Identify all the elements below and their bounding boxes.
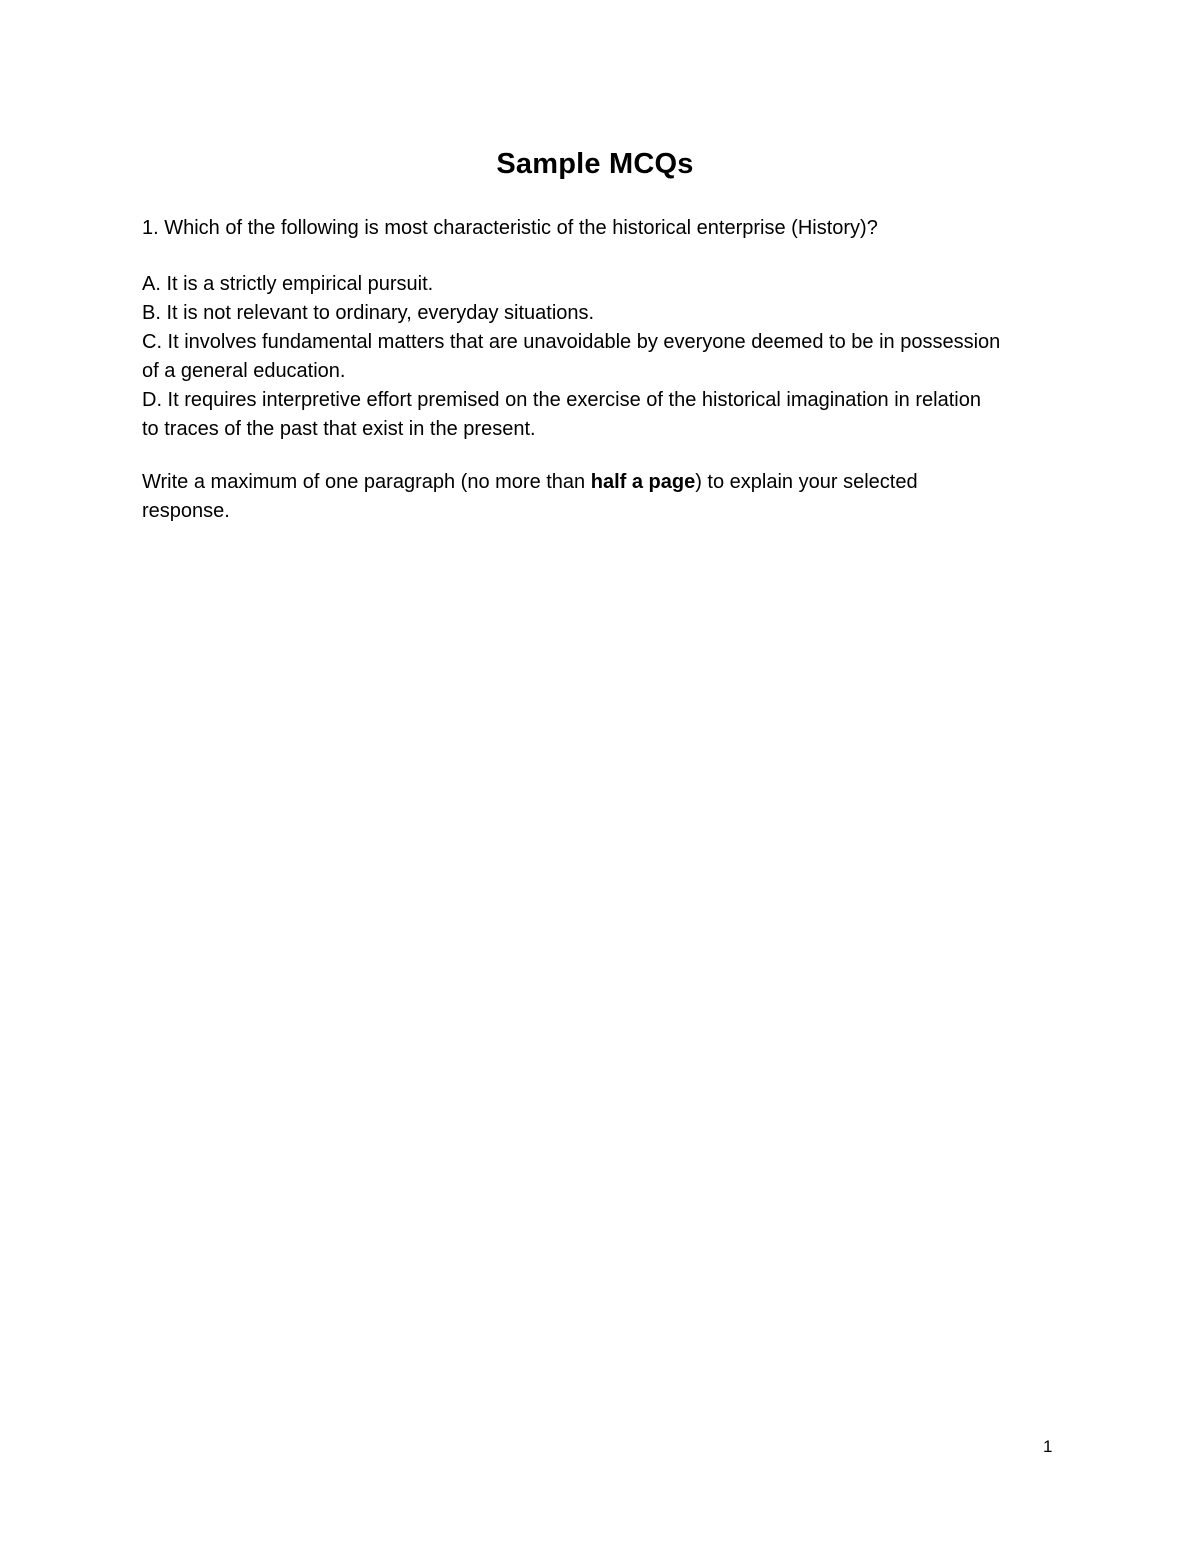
question-text: 1. Which of the following is most characteristic of the historical enterprise (History)? — [142, 217, 878, 239]
option-b: B. It is not relevant to ordinary, everyday situations. — [142, 302, 595, 324]
page-number: 1 — [1043, 1437, 1053, 1456]
option-a: A. It is a strictly empirical pursuit. — [142, 273, 434, 295]
answer-options — [142, 270, 1002, 444]
page-title: Sample MCQs — [496, 148, 694, 180]
instruction-emphasis: half a page — [590, 471, 696, 493]
instruction-text-start: Write a maximum of one paragraph (no more than — [142, 471, 591, 493]
option-c: C. It involves fundamental matters that are unavoidable by everyone deemed to be in possession of a general education. — [142, 331, 1001, 382]
option-d: D. It requires interpretive effort premised on the exercise of the historical imagination in relation to traces of the past that exist in the present. — [142, 389, 981, 440]
instruction-text-end: ) to explain your selected response. — [142, 471, 918, 522]
instruction-text — [142, 468, 1002, 526]
